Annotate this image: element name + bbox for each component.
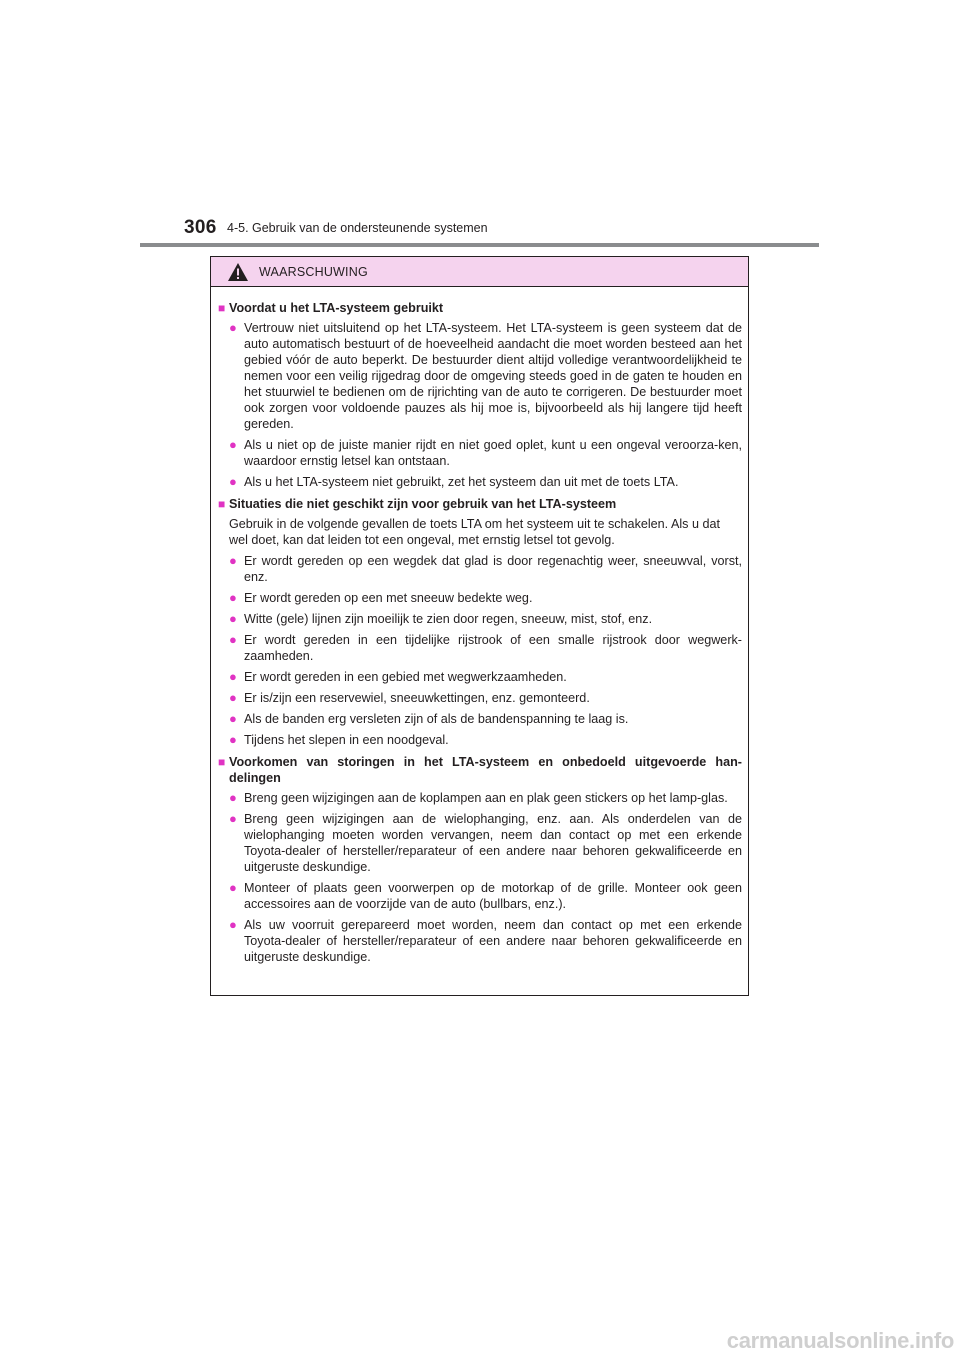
dot-bullet-icon: ●	[229, 811, 237, 826]
list-item: ● Breng geen wijzigingen aan de koplampen aan en plak geen stickers op het lamp-glas.	[229, 790, 728, 805]
dot-bullet-icon: ●	[229, 632, 237, 647]
list-item: ● Tijdens het slepen in een noodgeval.	[229, 732, 449, 747]
list-item: ● Monteer of plaats geen voorwerpen op de motorkap of de grille. Monteer ook geen accessoires aan de voorzijde van de auto (bullbars, enz.).	[229, 880, 742, 911]
list-item: ● Witte (gele) lijnen zijn moeilijk te zien door regen, sneeuw, mist, stof, enz.	[229, 611, 653, 626]
list-item: ● Er wordt gereden op een met sneeuw bedekte weg.	[229, 590, 533, 605]
dot-bullet-icon: ●	[229, 732, 237, 747]
dot-bullet-icon: ●	[229, 690, 237, 705]
warning-box	[210, 256, 749, 996]
header-rule	[140, 243, 819, 247]
list-item: ● Er wordt gereden in een gebied met wegwerkzaamheden.	[229, 669, 567, 684]
dot-bullet-icon: ●	[229, 437, 237, 452]
list-item: ● Er wordt gereden op een wegdek dat glad is door regenachtig weer, sneeuwval, vorst, enz.	[229, 553, 742, 584]
warning-body	[211, 287, 748, 965]
list-item: ● Er is/zijn een reservewiel, sneeuwkettingen, enz. gemonteerd.	[229, 690, 590, 705]
watermark: carmanualsonline.info	[726, 1328, 954, 1353]
square-bullet-icon: ■	[218, 301, 226, 315]
section-title: 4-5. Gebruik van de ondersteunende systemen	[227, 221, 488, 235]
dot-bullet-icon: ●	[229, 553, 237, 568]
warning-header	[211, 257, 748, 287]
section-heading: ■ Situaties die niet geschikt zijn voor gebruik van het LTA-systeem	[218, 497, 617, 511]
dot-bullet-icon: ●	[229, 474, 237, 489]
square-bullet-icon: ■	[218, 755, 226, 769]
list-item: ● Er wordt gereden in een tijdelijke rijstrook of een smalle rijstrook door wegwerk-zaamheden.	[229, 632, 742, 663]
warning-title: WAARSCHUWING	[259, 264, 368, 279]
list-item: ● Als de banden erg versleten zijn of als de bandenspanning te laag is.	[229, 711, 629, 726]
dot-bullet-icon: ●	[229, 711, 237, 726]
section-heading: ■ Voordat u het LTA-systeem gebruikt	[218, 301, 444, 315]
dot-bullet-icon: ●	[229, 917, 237, 932]
dot-bullet-icon: ●	[229, 320, 237, 335]
dot-bullet-icon: ●	[229, 590, 237, 605]
dot-bullet-icon: ●	[229, 611, 237, 626]
section-intro: Gebruik in de volgende gevallen de toets LTA om het systeem uit te schakelen. Als u dat wel doet, kan dat leiden tot een ongeval, met ernstig letsel tot gevolg.	[229, 517, 720, 547]
list-item: ● Breng geen wijzigingen aan de wielophanging, enz. aan. Als onderdelen van de wielophanging moeten worden vervangen, neem dan contact op met een erkende Toyota-dealer of hersteller/reparateur of een andere naar behoren gekwalificeerde en uitgeruste deskundige.	[229, 811, 742, 874]
page-number: 306	[184, 217, 217, 238]
dot-bullet-icon: ●	[229, 790, 237, 805]
square-bullet-icon: ■	[218, 497, 226, 511]
dot-bullet-icon: ●	[229, 880, 237, 895]
warning-section-before-use	[218, 300, 742, 490]
list-item: ● Als u het LTA-systeem niet gebruikt, zet het systeem dan uit met de toets LTA.	[229, 474, 679, 489]
list-item: ● Als uw voorruit gerepareerd moet worden, neem dan contact op met een erkende Toyota-dealer of hersteller/reparateur of een andere naar behoren gekwalificeerde en uitgeruste deskundige.	[229, 917, 742, 964]
warning-triangle-icon	[227, 262, 249, 282]
list-item: ● Vertrouw niet uitsluitend op het LTA-systeem. Het LTA-systeem is geen systeem dat de auto automatisch bestuurt of de hoeveelheid aandacht die moet worden besteed aan het gebied vóór de auto beperkt. De bestuurder dient altijd volledige verantwoordelijkheid te nemen voor een veilig rijgedrag door de omgeving steeds goed in de gaten te houden en het stuurwiel te bedienen om de rijrichting van de auto te corrigeren. De bestuurder moet ook zorgen voor voldoende pauzes als hij moe is, bijvoorbeeld als hij langere tijd heeft gereden.	[229, 320, 742, 431]
warning-section-prevent-malfunctions	[218, 754, 742, 965]
warning-section-unsuitable-situations	[218, 496, 742, 748]
section-heading: ■ Voorkomen van storingen in het LTA-systeem en onbedoeld uitgevoerde han-delingen	[218, 755, 742, 785]
list-item: ● Als u niet op de juiste manier rijdt en niet goed oplet, kunt u een ongeval veroorza-ken, waardoor ernstig letsel kan ontstaan.	[229, 437, 742, 468]
dot-bullet-icon: ●	[229, 669, 237, 684]
